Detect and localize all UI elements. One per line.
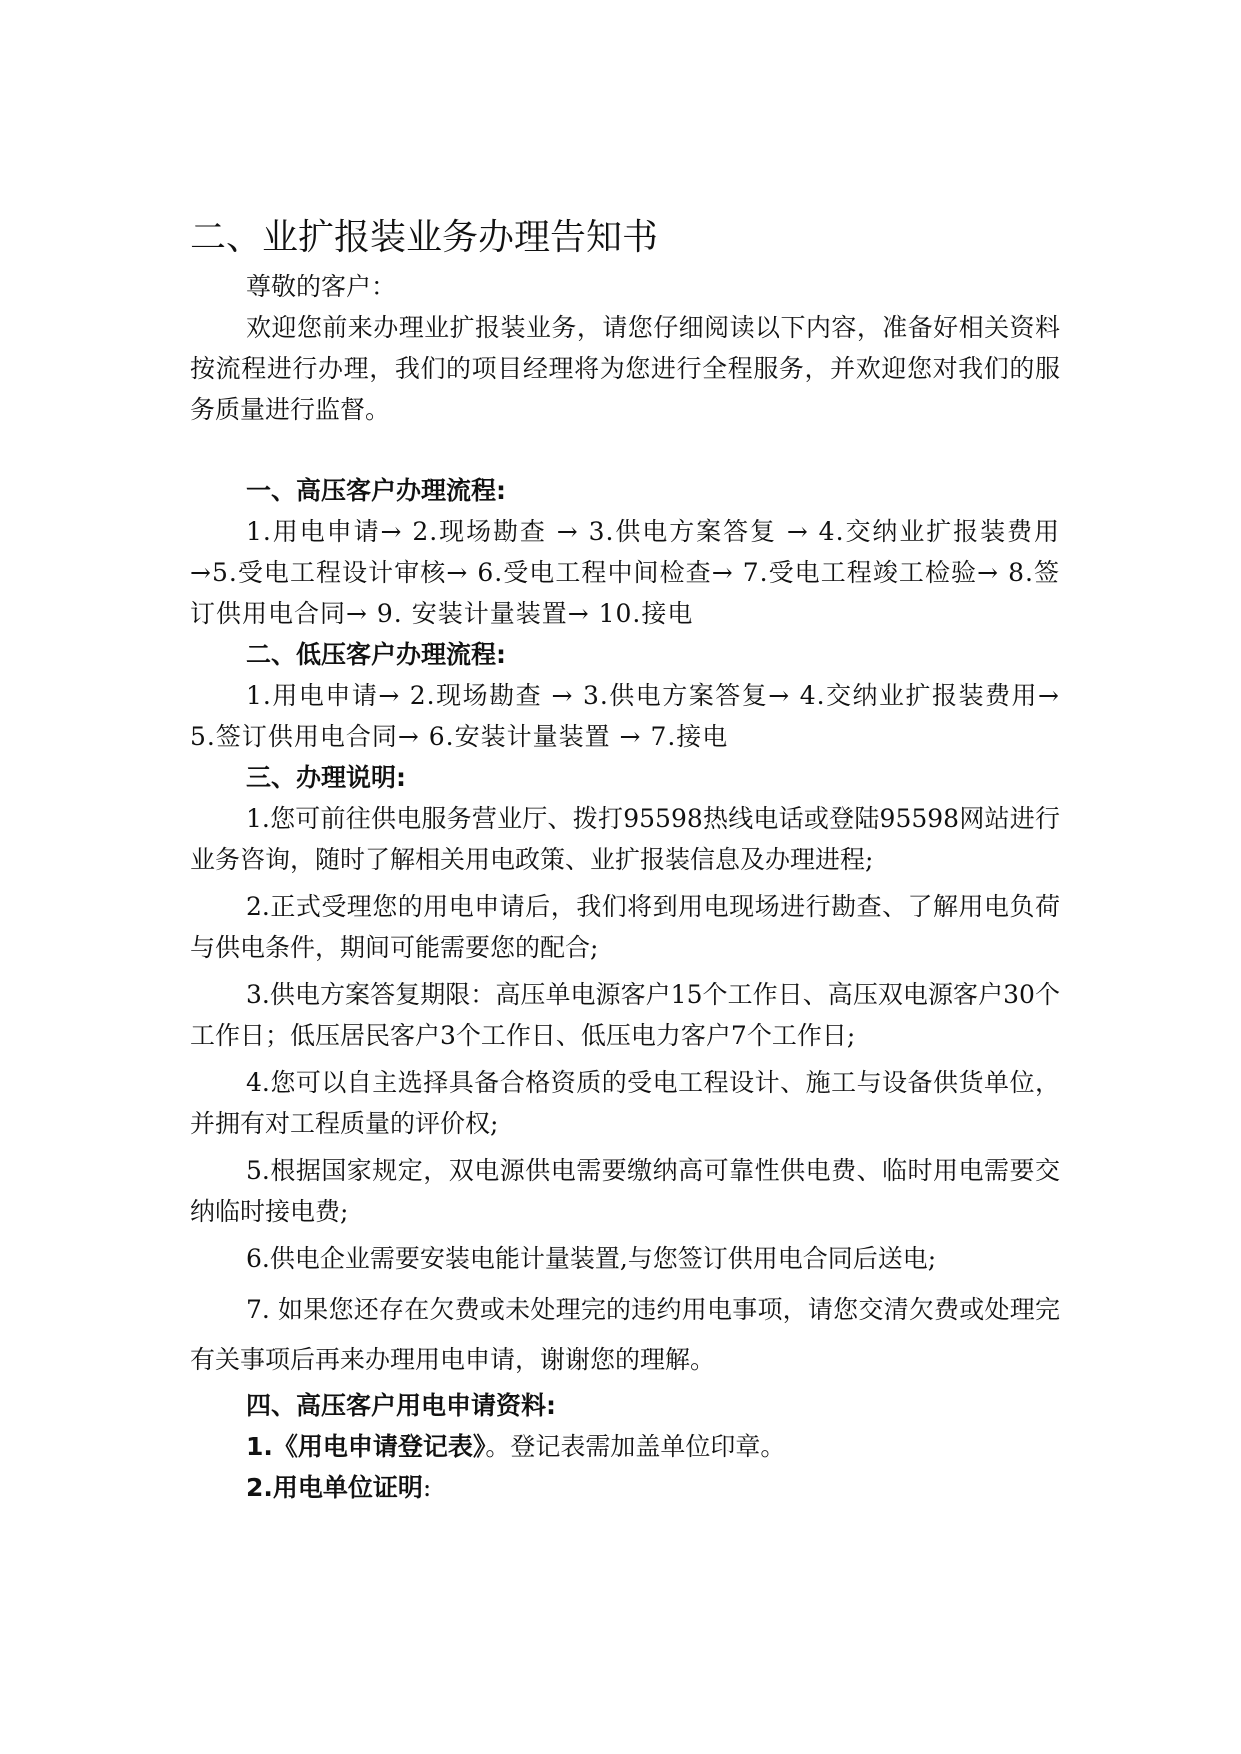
instruction-item-4: 4.您可以自主选择具备合格资质的受电工程设计、施工与设备供货单位，并拥有对工程质量的评价权; [190,1068,1060,1138]
material-item-1-note: 。登记表需加盖单位印章。 [485,1432,786,1461]
instruction-item-6: 6.供电企业需要安装电能计量装置,与您签订供用电合同后送电; [246,1244,937,1273]
high-voltage-steps: 1.用电申请→ 2.现场勘查 → 3.供电方案答复 → 4.交纳业扩报装费用 →5.受电工程设计审核→ 6.受电工程中间检查→ 7.受电工程竣工检验→ 8.签订供用电合同→ 9. 安装计量装置→ 10.接电 [190,517,1060,628]
section-heading-high-voltage: 一、高压客户办理流程: [246,476,506,505]
instruction-item-5: 5.根据国家规定，双电源供电需要缴纳高可靠性供电费、临时用电需要交纳临时接电费; [190,1156,1060,1226]
instruction-item-3: 3.供电方案答复期限：高压单电源客户15个工作日、高压双电源客户30个工作日；低压居民客户3个工作日、低压电力客户7个工作日; [190,980,1060,1050]
instruction-item-7: 7. 如果您还存在欠费或未处理完的违约用电事项，请您交清欠费或处理完有关事项后再来办理用电申请，谢谢您的理解。 [190,1295,1060,1374]
material-item-2-colon: : [422,1473,432,1502]
material-item-1-title: 1.《用电申请登记表》 [246,1432,486,1461]
document-page [190,212,1060,1508]
low-voltage-steps: 1.用电申请→ 2.现场勘查 → 3.供电方案答复→ 4.交纳业扩报装费用→ 5.签订供用电合同→ 6.安装计量装置 → 7.接电 [190,681,1060,751]
instruction-item-2: 2.正式受理您的用电申请后，我们将到用电现场进行勘查、了解用电负荷与供电条件，期间可能需要您的配合; [190,892,1060,962]
section-heading-instructions: 三、办理说明: [246,763,406,792]
material-item-2-title: 2.用电单位证明 [246,1473,423,1502]
document-title: 二、业扩报装业务办理告知书 [190,217,659,258]
material-item-1 [190,1426,1060,1467]
salutation: 尊敬的客户： [246,272,397,301]
section-heading-low-voltage: 二、低压客户办理流程: [246,640,506,669]
section-heading-materials: 四、高压客户用电申请资料: [246,1391,556,1420]
intro-paragraph: 欢迎您前来办理业扩报装业务，请您仔细阅读以下内容，准备好相关资料按流程进行办理，我们的项目经理将为您进行全程服务，并欢迎您对我们的服务质量进行监督。 [190,313,1060,424]
material-item-2 [190,1467,1060,1508]
instruction-item-1: 1.您可前往供电服务营业厅、拨打95598热线电话或登陆95598网站进行业务咨询，随时了解相关用电政策、业扩报装信息及办理进程; [190,804,1060,874]
